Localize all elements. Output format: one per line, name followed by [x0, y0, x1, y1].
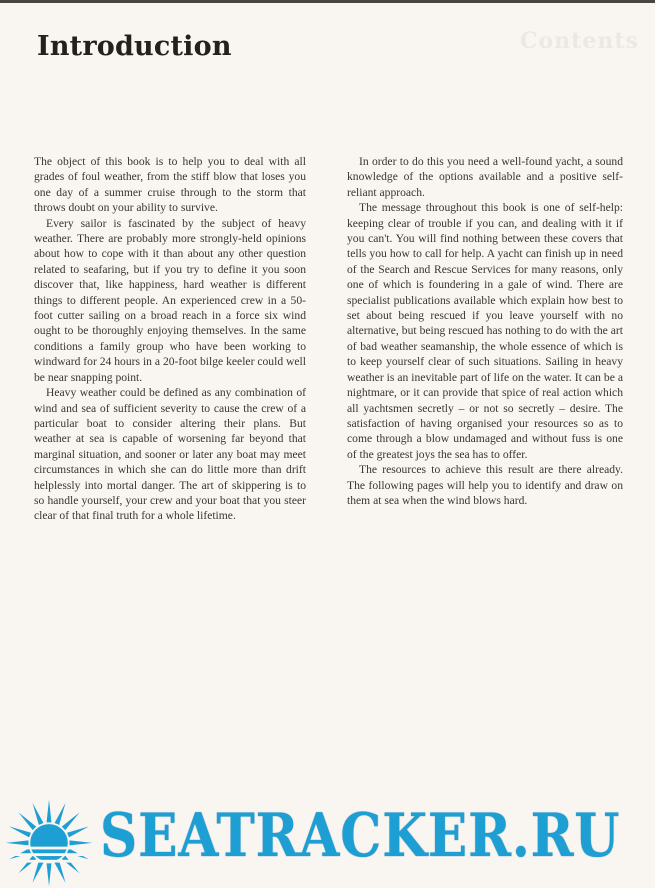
paragraph: Heavy weather could be defined as any combination of wind and sea of sufficient severity to cause the crew of a particular boat to consider altering their plans. But weather at sea is capable of worsening far beyond that marginal situation, and sooner or later any boat may meet circumstances in which she can do little more than drift helplessly into mortal danger. The art of skippering is to so handle yourself, your crew and your boat that you steer clear of that final truth for a whole lifetime. [34, 386, 306, 523]
sun-ray [32, 803, 43, 825]
sun-ray [18, 812, 36, 830]
site-watermark [0, 788, 655, 888]
sun-ray [62, 812, 80, 830]
sun-ray [62, 856, 80, 874]
sun-burst-icon [2, 794, 96, 888]
sun-ray [47, 800, 52, 823]
top-border-rule [0, 0, 655, 3]
sun-ray [18, 856, 36, 874]
sun-ray [69, 840, 92, 845]
sun-ray [32, 861, 43, 883]
bleed-through-heading: Contents [520, 28, 639, 54]
paragraph: Every sailor is fascinated by the subject of heavy weather. There are probably more strongly-held opinions about how to cope with it than about any other question related to seafaring, but if you try to define it you soon discover that, like happiness, hard weather is different things to different people. An experienced crew in a 50-foot cutter sailing on a broad reach in a force six wind ought to be thoroughly enjoying themselves. In the same conditions a family group who have been working to windward for 24 hours in a 20-foot bilge keeler could well be near snapping point. [34, 216, 306, 384]
paragraph: In order to do this you need a well-found yacht, a sound knowledge of the options available and a positive self-reliant approach. [347, 155, 623, 199]
sun-ray [6, 840, 29, 845]
paragraph: The message throughout this book is one of self-help: keeping clear of trouble if you can, and dealing with it if you can't. You will find nothing between these covers that tells you how to call for help. A yacht can finish up in need of the Search and Rescue Services for many reasons, only one of which is foundering in a gale of wind. There are specialist publications available which explain how best to set about being rescued if you leave yourself with no alternative, but being rescued has nothing to do with the art of bad weather seamanship, the whole essence of which is to keep yourself clear of such situations. Sailing in heavy weather is an inevitable part of life on the water. It can be a nightmare, or it can provide that spice of real action which all yachtsmen secretly – or not so secretly – desire. The satisfaction of having organised your resources so as to come through a blow undamaged and without fuss is one of the greatest joys the sea has to offer. [347, 201, 623, 461]
sun-ray [67, 826, 89, 837]
paragraph: The object of this book is to help you to deal with all grades of foul weather, from the stiff blow that loses you one day of a summer cruise through to the storm that throws doubt on your ability to survive. [34, 155, 306, 215]
sun-ray [55, 861, 66, 883]
right-text-column [347, 154, 623, 508]
sun-ray [55, 803, 66, 825]
paragraph: The resources to achieve this result are there already. The following pages will help you to identify and draw on them at sea when the wind blows hard. [347, 463, 623, 507]
page-title: Introduction [37, 31, 232, 62]
sun-ray [9, 826, 31, 837]
left-text-column [34, 154, 306, 524]
sun-ray [47, 863, 52, 886]
watermark-text: SEATRACKER.RU [100, 801, 621, 871]
